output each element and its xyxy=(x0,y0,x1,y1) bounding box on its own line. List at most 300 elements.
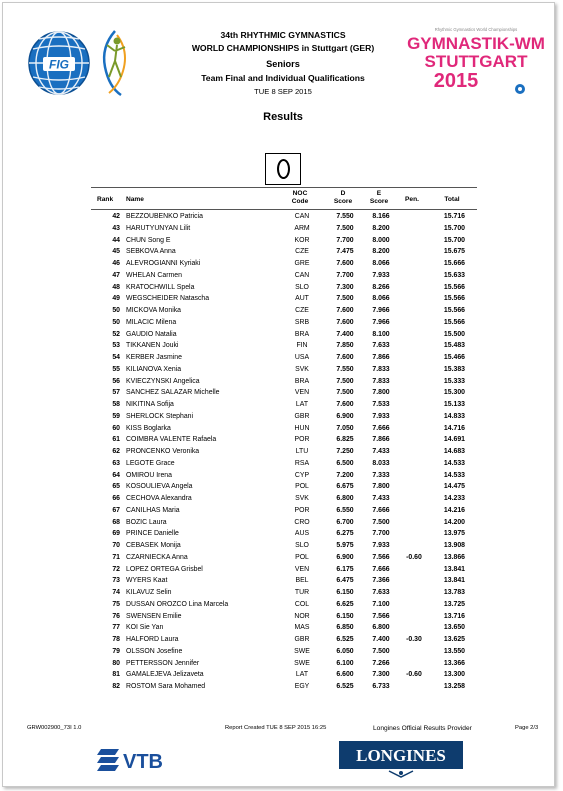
table-row xyxy=(3,223,563,235)
e-score-cell: 8.066 xyxy=(372,260,390,267)
d-score-cell: 7.600 xyxy=(336,354,354,361)
noc-cell: SWE xyxy=(294,647,310,655)
name-cell: BOZIC Laura xyxy=(126,518,167,526)
header-noc: NOC Code xyxy=(291,190,309,205)
d-score-cell: 6.675 xyxy=(336,483,354,491)
table-row xyxy=(3,611,563,623)
table-row xyxy=(3,258,563,270)
total-cell: 15.300 xyxy=(443,389,465,397)
table-row xyxy=(3,364,563,376)
e-score-cell: 7.966 xyxy=(372,307,390,314)
name-cell: MILACIC Milena xyxy=(126,318,177,326)
rank-cell: 54 xyxy=(112,354,120,361)
rank-cell: 49 xyxy=(112,295,120,303)
d-score-cell: 7.500 xyxy=(336,295,354,303)
name-cell: SEBKOVA Anna xyxy=(126,248,176,256)
name-cell: COIMBRA VALENTE Rafaela xyxy=(126,436,217,444)
e-score-cell: 7.933 xyxy=(372,271,390,279)
d-score-cell: 7.250 xyxy=(336,448,354,455)
d-score-cell: 6.175 xyxy=(336,565,354,573)
svg-text:Rhythmic Gymnastics World Cham: Rhythmic Gymnastics World Championships xyxy=(434,27,518,32)
e-score-cell: 7.800 xyxy=(372,483,390,491)
d-score-cell: 6.525 xyxy=(336,683,354,690)
e-score-cell: 7.966 xyxy=(372,318,390,326)
total-cell: 14.216 xyxy=(443,506,465,514)
header-e-score: E Score xyxy=(369,190,389,205)
d-score-cell: 6.550 xyxy=(336,506,354,514)
report-created: Report Created TUE 8 SEP 2015 16:25 xyxy=(225,725,327,731)
noc-cell: EGY xyxy=(294,683,310,690)
svg-text:VTB: VTB xyxy=(123,751,163,773)
total-cell: 13.908 xyxy=(443,542,465,549)
name-cell: KOI Sie Yan xyxy=(126,624,164,632)
table-header xyxy=(91,187,477,210)
table-row xyxy=(3,446,563,458)
rank-cell: 66 xyxy=(112,495,120,502)
noc-cell: SVK xyxy=(295,495,309,502)
document-page xyxy=(2,2,555,787)
name-cell: WYERS Kaat xyxy=(126,577,168,585)
rank-cell: 82 xyxy=(112,683,120,690)
header-rank: Rank xyxy=(97,196,114,203)
noc-cell: CZE xyxy=(295,307,309,314)
noc-cell: BRA xyxy=(294,377,310,385)
name-cell: PRINCE Danielle xyxy=(126,530,179,538)
noc-cell: NOR xyxy=(294,612,310,620)
noc-cell: CZE xyxy=(295,248,309,256)
name-cell: CZARNIECKA Anna xyxy=(126,553,188,561)
name-cell: CANILHAS Maria xyxy=(126,506,180,514)
longines-logo xyxy=(339,739,463,779)
rank-cell: 62 xyxy=(112,448,120,455)
table-row xyxy=(3,458,563,470)
svg-text:STUTTGART: STUTTGART xyxy=(424,52,528,71)
rank-cell: 46 xyxy=(112,260,120,267)
table-row xyxy=(3,352,563,364)
e-score-cell: 7.500 xyxy=(372,518,390,526)
total-cell: 14.833 xyxy=(443,412,465,420)
name-cell: BEZZOUBENKO Patricia xyxy=(126,213,203,220)
table-row xyxy=(3,399,563,411)
name-cell: PRONCENKO Veronika xyxy=(126,448,200,455)
noc-cell: CYP xyxy=(294,471,310,479)
d-score-cell: 6.050 xyxy=(336,647,354,655)
document-code: GRW002900_73I 1.0 xyxy=(27,725,82,731)
total-cell: 13.625 xyxy=(443,636,465,643)
d-score-cell: 5.975 xyxy=(336,542,354,549)
svg-text:2015: 2015 xyxy=(433,70,479,92)
total-cell: 13.841 xyxy=(443,565,465,573)
name-cell: DUSSAN OROZCO Lina Marcela xyxy=(126,600,229,608)
total-cell: 14.683 xyxy=(443,448,465,455)
noc-cell: GBR xyxy=(294,636,310,643)
svg-text:LONGINES: LONGINES xyxy=(356,746,446,765)
rank-cell: 65 xyxy=(112,483,120,491)
noc-cell: POR xyxy=(294,436,310,444)
rank-cell: 45 xyxy=(112,248,120,256)
results-provider: Longines Official Results Provider xyxy=(373,725,472,732)
d-score-cell: 7.500 xyxy=(336,224,354,232)
noc-cell: KOR xyxy=(294,236,310,244)
table-row xyxy=(3,552,563,564)
fig-logo xyxy=(27,29,91,99)
table-row xyxy=(3,340,563,352)
d-score-cell: 7.500 xyxy=(336,389,354,397)
noc-cell: SRB xyxy=(294,318,310,326)
d-score-cell: 6.825 xyxy=(336,436,354,444)
gymnast-logo xyxy=(95,27,133,99)
d-score-cell: 7.400 xyxy=(336,330,354,338)
total-cell: 13.650 xyxy=(443,624,465,632)
noc-cell: LAT xyxy=(295,671,309,679)
e-score-cell: 7.366 xyxy=(372,577,390,585)
e-score-cell: 7.866 xyxy=(372,436,390,444)
noc-cell: VEN xyxy=(294,389,310,397)
noc-cell: CAN xyxy=(294,271,310,279)
d-score-cell: 6.150 xyxy=(336,612,354,620)
e-score-cell: 7.433 xyxy=(372,495,390,502)
e-score-cell: 8.166 xyxy=(372,213,390,220)
table-row xyxy=(3,528,563,540)
e-score-cell: 7.100 xyxy=(372,600,390,608)
total-cell: 15.566 xyxy=(443,283,465,291)
name-cell: KOSOULIEVA Angela xyxy=(126,483,193,491)
total-cell: 14.200 xyxy=(443,518,465,526)
noc-cell: LTU xyxy=(295,448,309,455)
table-row xyxy=(3,493,563,505)
e-score-cell: 7.833 xyxy=(372,377,390,385)
total-cell: 13.783 xyxy=(443,589,465,596)
total-cell: 14.716 xyxy=(443,424,465,432)
e-score-cell: 8.100 xyxy=(372,330,390,338)
noc-cell: MAS xyxy=(294,624,310,632)
name-cell: CECHOVA Alexandra xyxy=(126,495,192,502)
d-score-cell: 6.900 xyxy=(336,412,354,420)
table-row xyxy=(3,211,563,223)
total-cell: 15.716 xyxy=(443,213,465,220)
penalty-cell: -0.30 xyxy=(406,636,422,643)
total-cell: 14.691 xyxy=(443,436,465,444)
noc-cell: RSA xyxy=(294,459,310,467)
table-row xyxy=(3,681,563,693)
e-score-cell: 7.666 xyxy=(372,506,390,514)
e-score-cell: 8.200 xyxy=(372,248,390,256)
table-row xyxy=(3,329,563,341)
name-cell: SHERLOCK Stephani xyxy=(126,412,194,420)
noc-cell: GBR xyxy=(294,412,310,420)
table-row xyxy=(3,293,563,305)
e-score-cell: 8.200 xyxy=(372,224,390,232)
rank-cell: 53 xyxy=(112,342,120,350)
total-cell: 15.675 xyxy=(443,248,465,256)
e-score-cell: 7.933 xyxy=(372,412,390,420)
rank-cell: 76 xyxy=(112,612,120,620)
noc-cell: CRO xyxy=(294,518,310,526)
rank-cell: 47 xyxy=(112,271,120,279)
rank-cell: 57 xyxy=(112,389,120,397)
e-score-cell: 7.700 xyxy=(372,530,390,538)
rank-cell: 50 xyxy=(112,318,120,326)
rank-cell: 58 xyxy=(112,401,120,408)
rank-cell: 60 xyxy=(112,424,120,432)
rank-cell: 75 xyxy=(112,600,120,608)
d-score-cell: 6.700 xyxy=(336,518,354,526)
d-score-cell: 6.500 xyxy=(336,459,354,467)
d-score-cell: 6.275 xyxy=(336,530,354,538)
total-cell: 15.483 xyxy=(443,342,465,350)
e-score-cell: 7.666 xyxy=(372,565,390,573)
noc-cell: POL xyxy=(295,483,309,491)
total-cell: 15.133 xyxy=(443,401,465,408)
d-score-cell: 7.550 xyxy=(336,213,354,220)
table-row xyxy=(3,387,563,399)
e-score-cell: 7.866 xyxy=(372,354,390,361)
vtb-logo xyxy=(95,743,175,775)
d-score-cell: 6.150 xyxy=(336,589,354,596)
total-cell: 13.550 xyxy=(443,647,465,655)
name-cell: HARUTYUNYAN Lilit xyxy=(126,224,191,232)
rank-cell: 48 xyxy=(112,283,120,291)
total-cell: 15.566 xyxy=(443,307,465,314)
e-score-cell: 7.666 xyxy=(372,424,390,432)
svg-text:GYMNASTIK-WM: GYMNASTIK-WM xyxy=(407,34,545,53)
rank-cell: 67 xyxy=(112,506,120,514)
table-row xyxy=(3,481,563,493)
table-row xyxy=(3,305,563,317)
name-cell: KVIECZYNSKI Angelica xyxy=(126,377,200,385)
name-cell: GAMALEJEVA Jelizaveta xyxy=(126,671,204,679)
d-score-cell: 6.475 xyxy=(336,577,354,585)
table-row xyxy=(3,470,563,482)
name-cell: PETTERSSON Jennifer xyxy=(126,659,200,667)
e-score-cell: 7.633 xyxy=(372,589,390,596)
total-cell: 14.475 xyxy=(443,483,465,491)
name-cell: SWENSEN Emilie xyxy=(126,612,182,620)
rank-cell: 43 xyxy=(112,224,120,232)
name-cell: LOPEZ ORTEGA Grisbel xyxy=(126,565,203,573)
e-score-cell: 7.433 xyxy=(372,448,390,455)
noc-cell: AUT xyxy=(295,295,309,303)
total-cell: 15.466 xyxy=(443,354,465,361)
e-score-cell: 6.733 xyxy=(372,683,390,690)
apparatus-mark xyxy=(265,153,301,185)
name-cell: KISS Boglarka xyxy=(126,424,171,432)
table-row xyxy=(3,411,563,423)
table-row xyxy=(3,517,563,529)
total-cell: 15.633 xyxy=(443,271,465,279)
name-cell: CEBASEK Monija xyxy=(126,542,181,549)
d-score-cell: 7.850 xyxy=(336,342,354,350)
noc-cell: SWE xyxy=(294,659,310,667)
table-row xyxy=(3,505,563,517)
header-name: Name xyxy=(126,196,144,203)
d-score-cell: 7.600 xyxy=(336,260,354,267)
e-score-cell: 6.800 xyxy=(372,624,390,632)
rank-cell: 64 xyxy=(112,471,120,479)
d-score-cell: 7.600 xyxy=(336,307,354,314)
table-row xyxy=(3,434,563,446)
table-row xyxy=(3,270,563,282)
rank-cell: 80 xyxy=(112,659,120,667)
total-cell: 15.500 xyxy=(443,330,465,338)
d-score-cell: 7.550 xyxy=(336,365,354,373)
page-number: Page 2/3 xyxy=(515,725,539,731)
table-row xyxy=(3,669,563,681)
name-cell: SANCHEZ SALAZAR Michelle xyxy=(126,389,220,397)
total-cell: 13.975 xyxy=(443,530,465,538)
e-score-cell: 7.933 xyxy=(372,542,390,549)
name-cell: OMIROU Irena xyxy=(126,471,172,479)
name-cell: KRATOCHWILL Spela xyxy=(126,283,195,291)
rank-cell: 69 xyxy=(112,530,120,538)
table-row xyxy=(3,634,563,646)
e-score-cell: 8.266 xyxy=(372,283,390,291)
d-score-cell: 7.600 xyxy=(336,318,354,326)
table-row xyxy=(3,646,563,658)
noc-cell: GRE xyxy=(294,260,310,267)
total-cell: 15.566 xyxy=(443,318,465,326)
table-row xyxy=(3,317,563,329)
d-score-cell: 7.600 xyxy=(336,401,354,408)
name-cell: GAUDIO Natalia xyxy=(126,330,177,338)
name-cell: KERBER Jasmine xyxy=(126,354,182,361)
rank-cell: 78 xyxy=(112,636,120,643)
table-row xyxy=(3,575,563,587)
name-cell: TIKKANEN Jouki xyxy=(126,342,179,350)
championship-title: 34th RHYTHMIC GYMNASTICS xyxy=(220,30,346,40)
rank-cell: 44 xyxy=(112,236,120,244)
d-score-cell: 6.850 xyxy=(336,624,354,632)
d-score-cell: 7.700 xyxy=(336,271,354,279)
total-cell: 15.666 xyxy=(443,260,465,267)
rank-cell: 55 xyxy=(112,365,120,373)
total-cell: 15.333 xyxy=(443,377,465,385)
header-d-score: D Score xyxy=(333,190,353,205)
d-score-cell: 7.500 xyxy=(336,377,354,385)
e-score-cell: 8.066 xyxy=(372,295,390,303)
total-cell: 13.258 xyxy=(443,683,465,690)
noc-cell: FIN xyxy=(296,342,308,350)
total-cell: 13.725 xyxy=(443,600,465,608)
table-row xyxy=(3,423,563,435)
total-cell: 13.866 xyxy=(443,553,465,561)
total-cell: 13.366 xyxy=(443,659,465,667)
noc-cell: VEN xyxy=(294,565,310,573)
noc-cell: COL xyxy=(294,600,310,608)
total-cell: 15.700 xyxy=(443,224,465,232)
rank-cell: 63 xyxy=(112,459,120,467)
table-row xyxy=(3,587,563,599)
total-cell: 15.383 xyxy=(443,365,465,373)
header-total: Total xyxy=(444,196,460,203)
rank-cell: 42 xyxy=(112,213,120,220)
d-score-cell: 6.625 xyxy=(336,600,354,608)
d-score-cell: 6.100 xyxy=(336,659,354,667)
header-penalty: Pen. xyxy=(405,196,419,203)
rank-cell: 68 xyxy=(112,518,120,526)
rank-cell: 72 xyxy=(112,565,120,573)
noc-cell: CAN xyxy=(294,213,310,220)
e-score-cell: 8.000 xyxy=(372,236,390,244)
rank-cell: 56 xyxy=(112,377,120,385)
e-score-cell: 7.633 xyxy=(372,342,390,350)
name-cell: NIKITINA Sofija xyxy=(126,401,174,408)
name-cell: HALFORD Laura xyxy=(126,636,179,643)
d-score-cell: 7.475 xyxy=(336,248,354,256)
name-cell: OLSSON Josefine xyxy=(126,647,183,655)
e-score-cell: 7.300 xyxy=(372,671,390,679)
e-score-cell: 7.333 xyxy=(372,471,390,479)
name-cell: WHELAN Carmen xyxy=(126,271,182,279)
total-cell: 14.533 xyxy=(443,459,465,467)
noc-cell: TUR xyxy=(294,589,310,596)
table-row xyxy=(3,235,563,247)
championship-location: WORLD CHAMPIONSHIPS in Stuttgart (GER) xyxy=(191,43,375,53)
total-cell: 15.566 xyxy=(443,295,465,303)
name-cell: MICKOVA Monika xyxy=(126,307,182,314)
rank-cell: 52 xyxy=(112,330,120,338)
category: Seniors xyxy=(266,59,300,69)
rank-cell: 77 xyxy=(112,624,120,632)
rank-cell: 50 xyxy=(112,307,120,314)
name-cell: KILIANOVA Xenia xyxy=(126,365,182,373)
e-score-cell: 8.033 xyxy=(372,459,390,467)
svg-text:FIG: FIG xyxy=(49,57,69,72)
table-row xyxy=(3,282,563,294)
name-cell: WEGSCHEIDER Natascha xyxy=(126,295,210,303)
table-row xyxy=(3,658,563,670)
noc-cell: BRA xyxy=(294,330,310,338)
gymnastik-wm-logo xyxy=(407,23,545,99)
competition-phase: Team Final and Individual Qualifications xyxy=(201,73,365,83)
d-score-cell: 7.200 xyxy=(336,471,354,479)
rank-cell: 70 xyxy=(112,542,120,549)
table-row xyxy=(3,622,563,634)
e-score-cell: 7.500 xyxy=(372,647,390,655)
handwritten-zero xyxy=(277,159,290,179)
rank-cell: 73 xyxy=(112,577,120,585)
d-score-cell: 7.700 xyxy=(336,236,354,244)
competition-date: TUE 8 SEP 2015 xyxy=(254,87,312,96)
noc-cell: LAT xyxy=(295,401,309,408)
name-cell: CHUN Song E xyxy=(126,236,171,244)
noc-cell: HUN xyxy=(294,424,310,432)
table-row xyxy=(3,246,563,258)
noc-cell: AUS xyxy=(294,530,310,538)
penalty-cell: -0.60 xyxy=(406,671,422,679)
noc-cell: SVK xyxy=(295,365,309,373)
d-score-cell: 6.800 xyxy=(336,495,354,502)
rank-cell: 74 xyxy=(112,589,120,596)
rank-cell: 71 xyxy=(112,553,120,561)
total-cell: 14.233 xyxy=(443,495,465,502)
penalty-cell: -0.60 xyxy=(406,553,422,561)
name-cell: ROSTOM Sara Mohamed xyxy=(126,683,206,690)
e-score-cell: 7.400 xyxy=(372,636,390,643)
e-score-cell: 7.266 xyxy=(372,659,390,667)
name-cell: KILAVUZ Selin xyxy=(126,589,172,596)
e-score-cell: 7.800 xyxy=(372,389,390,397)
noc-cell: SLO xyxy=(295,283,309,291)
e-score-cell: 7.833 xyxy=(372,365,390,373)
table-row xyxy=(3,599,563,611)
noc-cell: POL xyxy=(295,553,309,561)
d-score-cell: 7.050 xyxy=(336,424,354,432)
total-cell: 13.716 xyxy=(443,612,465,620)
total-cell: 15.700 xyxy=(443,236,465,244)
total-cell: 13.300 xyxy=(443,671,465,679)
e-score-cell: 7.566 xyxy=(372,612,390,620)
